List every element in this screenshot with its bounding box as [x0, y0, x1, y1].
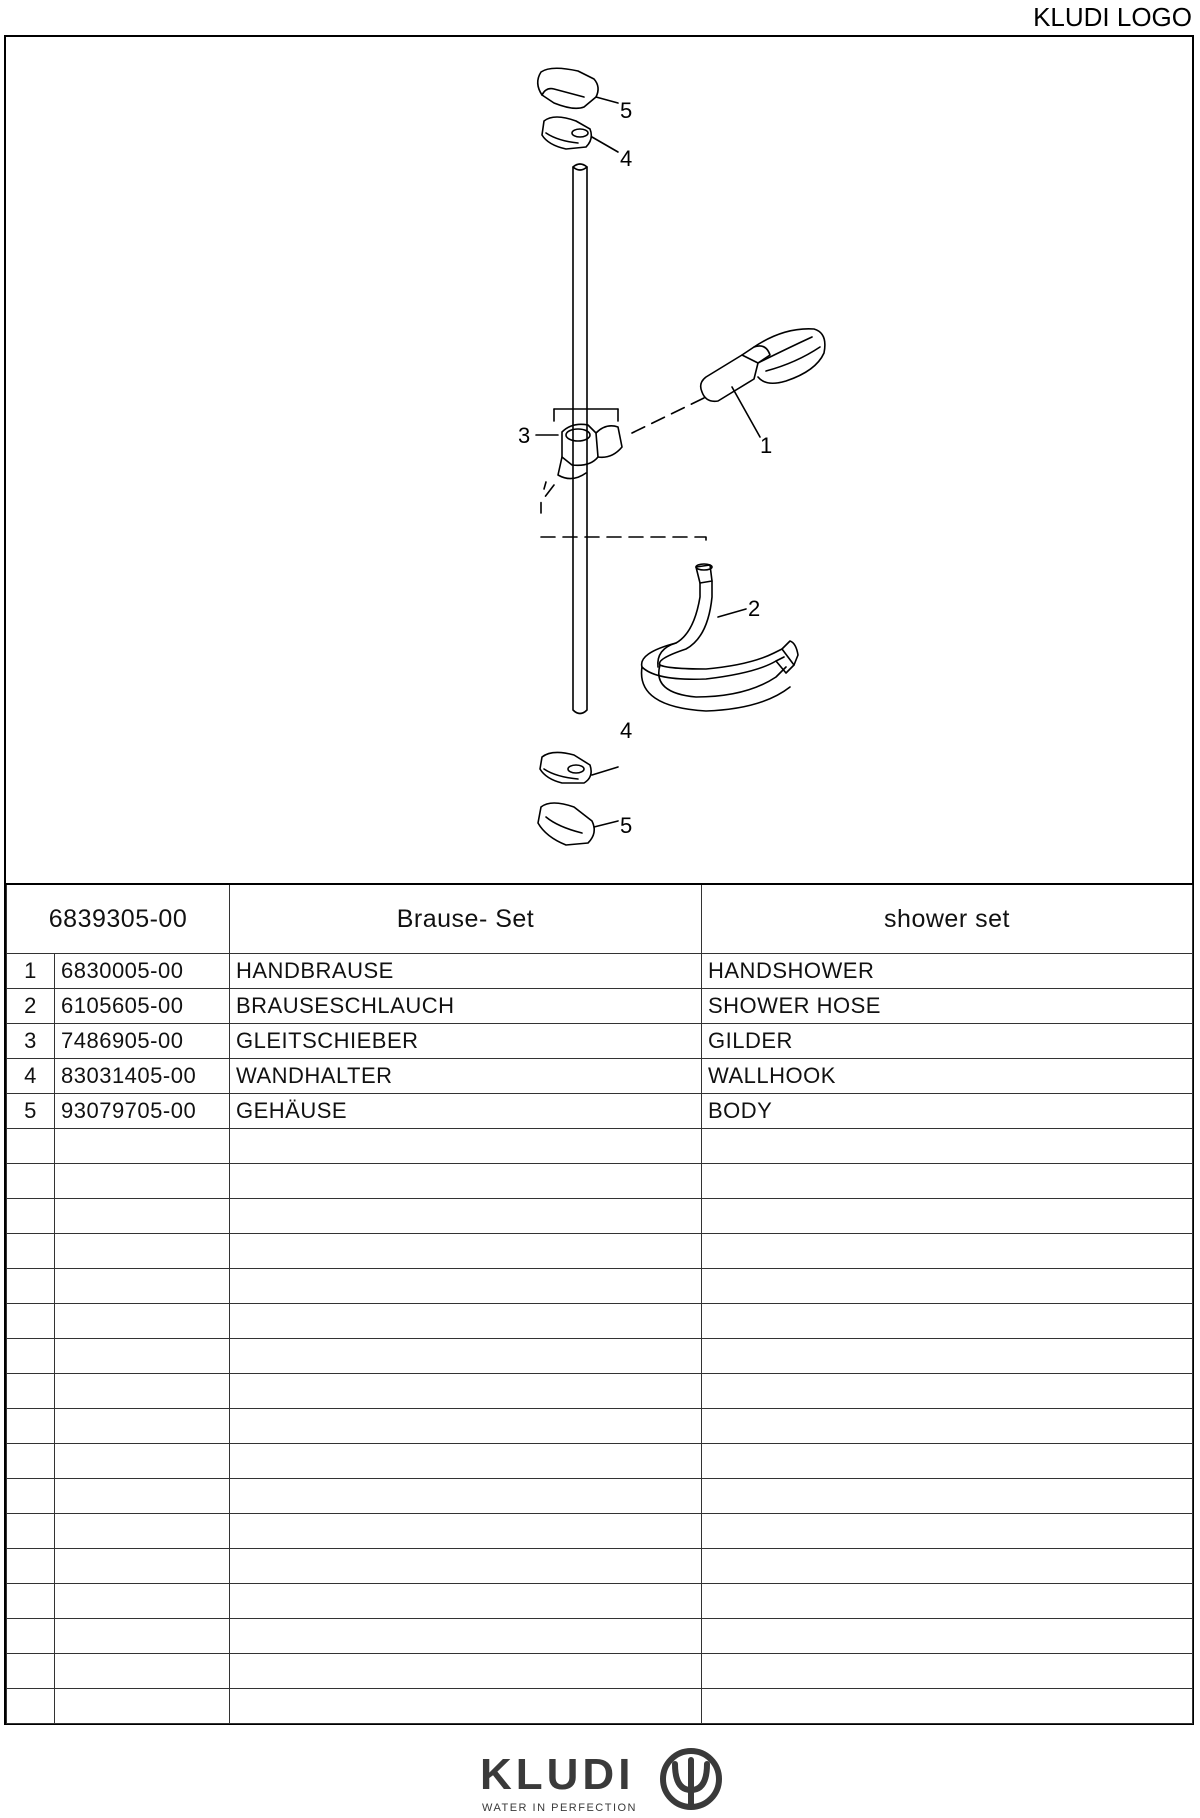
empty-table-row — [7, 1409, 1193, 1444]
empty-cell — [55, 1689, 230, 1724]
empty-cell — [702, 1199, 1193, 1234]
table-row — [7, 1059, 1193, 1094]
part-en-cell: WALLHOOK — [702, 1059, 1193, 1094]
callout-label: 2 — [748, 596, 761, 621]
empty-cell — [7, 1199, 55, 1234]
empty-cell — [7, 1234, 55, 1269]
empty-cell — [7, 1584, 55, 1619]
empty-cell — [230, 1199, 702, 1234]
part-code-cell: 6105605-00 — [55, 989, 230, 1024]
empty-table-row — [7, 1129, 1193, 1164]
set-name-german: Brause- Set — [230, 884, 702, 954]
empty-cell — [7, 1129, 55, 1164]
empty-table-row — [7, 1479, 1193, 1514]
top-wallhook-part — [542, 117, 618, 152]
empty-cell — [55, 1479, 230, 1514]
empty-cell — [702, 1549, 1193, 1584]
empty-cell — [55, 1549, 230, 1584]
empty-cell — [230, 1374, 702, 1409]
empty-cell — [7, 1304, 55, 1339]
empty-cell — [55, 1304, 230, 1339]
table-row — [7, 1094, 1193, 1129]
empty-cell — [7, 1514, 55, 1549]
set-name-english: shower set — [702, 884, 1193, 954]
empty-cell — [7, 1654, 55, 1689]
glider-callout-bracket — [536, 409, 618, 435]
empty-table-row — [7, 1584, 1193, 1619]
part-code-cell: 6830005-00 — [55, 954, 230, 989]
empty-cell — [7, 1339, 55, 1374]
empty-table-row — [7, 1164, 1193, 1199]
glider-part — [544, 424, 622, 489]
part-pos-cell: 2 — [7, 989, 55, 1024]
empty-cell — [230, 1619, 702, 1654]
empty-table-row — [7, 1654, 1193, 1689]
exploded-view-drawing — [6, 37, 1196, 884]
empty-table-row — [7, 1234, 1193, 1269]
empty-cell — [230, 1129, 702, 1164]
kludi-emblem-icon — [658, 1746, 724, 1812]
empty-cell — [55, 1234, 230, 1269]
empty-cell — [7, 1409, 55, 1444]
empty-cell — [702, 1374, 1193, 1409]
empty-cell — [230, 1339, 702, 1374]
empty-cell — [55, 1514, 230, 1549]
empty-cell — [7, 1479, 55, 1514]
empty-cell — [702, 1584, 1193, 1619]
empty-cell — [55, 1374, 230, 1409]
assembly-dashed-lines — [541, 397, 706, 547]
callout-label: 3 — [518, 423, 531, 448]
empty-cell — [702, 1689, 1193, 1724]
empty-cell — [702, 1654, 1193, 1689]
empty-cell — [230, 1164, 702, 1199]
part-en-cell: GILDER — [702, 1024, 1193, 1059]
callout-label: 4 — [620, 146, 633, 171]
empty-cell — [55, 1339, 230, 1374]
part-de-cell: GEHÄUSE — [230, 1094, 702, 1129]
shower-rail-part — [573, 164, 587, 714]
empty-cell — [702, 1304, 1193, 1339]
empty-table-row — [7, 1689, 1193, 1724]
empty-table-row — [7, 1619, 1193, 1654]
part-code-cell: 83031405-00 — [55, 1059, 230, 1094]
part-pos-cell: 4 — [7, 1059, 55, 1094]
part-en-cell: SHOWER HOSE — [702, 989, 1193, 1024]
empty-cell — [230, 1514, 702, 1549]
part-de-cell: HANDBRAUSE — [230, 954, 702, 989]
empty-table-row — [7, 1514, 1193, 1549]
logo-wordmark: KLUDI — [480, 1750, 635, 1799]
table-row — [7, 1024, 1193, 1059]
part-code-cell: 93079705-00 — [55, 1094, 230, 1129]
parts-table-header-row — [7, 884, 1193, 954]
empty-cell — [230, 1654, 702, 1689]
part-pos-cell: 3 — [7, 1024, 55, 1059]
empty-cell — [7, 1549, 55, 1584]
empty-table-row — [7, 1269, 1193, 1304]
empty-cell — [702, 1129, 1193, 1164]
empty-table-row — [7, 1304, 1193, 1339]
kludi-logo — [480, 1750, 740, 1814]
empty-cell — [7, 1269, 55, 1304]
empty-cell — [55, 1409, 230, 1444]
part-de-cell: WANDHALTER — [230, 1059, 702, 1094]
part-pos-cell: 5 — [7, 1094, 55, 1129]
bottom-cover-part — [538, 803, 618, 845]
empty-cell — [55, 1269, 230, 1304]
empty-cell — [702, 1269, 1193, 1304]
empty-cell — [230, 1269, 702, 1304]
empty-cell — [55, 1654, 230, 1689]
empty-table-row — [7, 1549, 1193, 1584]
empty-table-row — [7, 1374, 1193, 1409]
callout-label: 5 — [620, 98, 633, 123]
empty-cell — [230, 1549, 702, 1584]
empty-cell — [702, 1619, 1193, 1654]
part-pos-cell: 1 — [7, 954, 55, 989]
callout-label: 1 — [760, 433, 773, 458]
callout-label: 5 — [620, 813, 633, 838]
empty-cell — [7, 1444, 55, 1479]
part-en-cell: HANDSHOWER — [702, 954, 1193, 989]
part-de-cell: BRAUSESCHLAUCH — [230, 989, 702, 1024]
logo-tagline: WATER IN PERFECTION — [482, 1802, 637, 1814]
part-code-cell: 7486905-00 — [55, 1024, 230, 1059]
table-row — [7, 954, 1193, 989]
empty-table-row — [7, 1339, 1193, 1374]
empty-cell — [7, 1164, 55, 1199]
empty-table-row — [7, 1444, 1193, 1479]
set-article-number: 6839305-00 — [7, 884, 230, 954]
bottom-wallhook-part — [540, 752, 618, 783]
empty-cell — [702, 1409, 1193, 1444]
table-row — [7, 989, 1193, 1024]
empty-cell — [55, 1444, 230, 1479]
empty-cell — [702, 1164, 1193, 1199]
callout-label: 4 — [620, 718, 633, 743]
empty-cell — [55, 1619, 230, 1654]
empty-cell — [702, 1444, 1193, 1479]
empty-cell — [702, 1479, 1193, 1514]
empty-cell — [230, 1234, 702, 1269]
empty-cell — [230, 1689, 702, 1724]
empty-cell — [55, 1129, 230, 1164]
hand-shower-part — [701, 329, 825, 437]
empty-cell — [7, 1619, 55, 1654]
empty-cell — [55, 1584, 230, 1619]
part-en-cell: BODY — [702, 1094, 1193, 1129]
empty-cell — [55, 1164, 230, 1199]
empty-cell — [230, 1304, 702, 1339]
empty-cell — [702, 1234, 1193, 1269]
document-frame — [4, 35, 1194, 1725]
part-de-cell: GLEITSCHIEBER — [230, 1024, 702, 1059]
empty-table-row — [7, 1199, 1193, 1234]
empty-cell — [702, 1339, 1193, 1374]
page-title: KLUDI LOGO — [1033, 2, 1192, 32]
empty-cell — [230, 1584, 702, 1619]
top-cover-part — [538, 68, 618, 108]
parts-list-table — [6, 883, 1193, 1724]
empty-cell — [230, 1479, 702, 1514]
empty-cell — [7, 1689, 55, 1724]
empty-cell — [230, 1409, 702, 1444]
empty-cell — [55, 1199, 230, 1234]
empty-cell — [230, 1444, 702, 1479]
empty-cell — [7, 1374, 55, 1409]
empty-cell — [702, 1514, 1193, 1549]
shower-hose-part — [642, 564, 798, 711]
